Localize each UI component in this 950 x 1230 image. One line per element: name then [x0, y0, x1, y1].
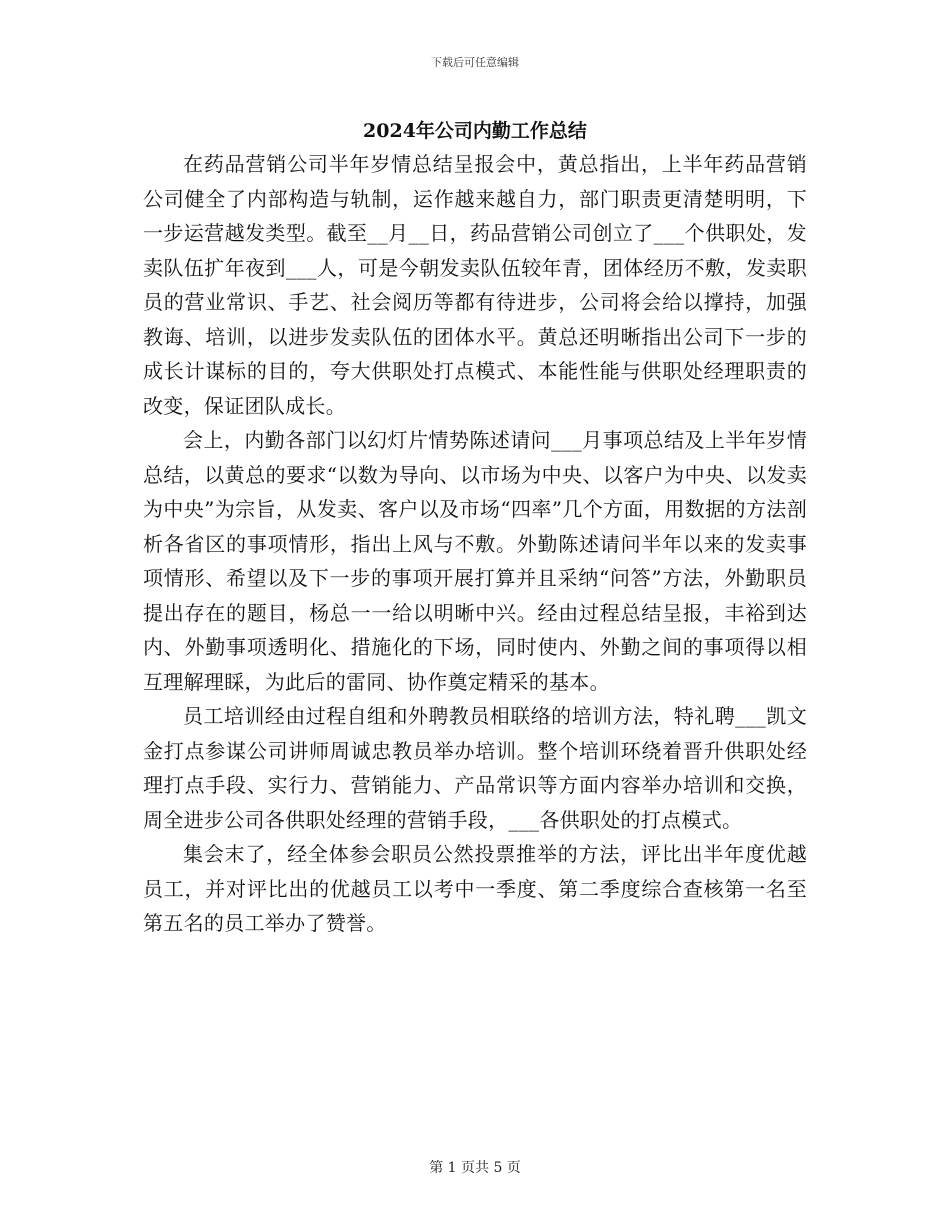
paragraph-2: 会上，内勤各部门以幻灯片情势陈述请问___月事项总结及上半年岁情总结，以黄总的要求“以数为导向、以市场为中央、以客户为中央、以发卖为中央”为宗旨，从发卖、客户以及市场“四率”几个方面，用数据的方法剖析各省区的事项情形，指出上风与不敷。外勤陈述请问半年以来的发卖事项情形、希望以及下一步的事项开展打算并且采纳“问答”方法，外勤职员提出存在的题目，杨总一一给以明晰中兴。经由过程总结呈报，丰裕到达内、外勤事项透明化、措施化的下场，同时使内、外勤之间的事项得以相互理解理睬，为此后的雷同、协作奠定精采的基本。: [143, 428, 807, 694]
document-body: [143, 147, 807, 941]
header-note: 下载后可任意编辑: [431, 56, 519, 69]
page-number: 第 1 页共 5 页: [429, 1160, 521, 1176]
paragraph-3: 员工培训经由过程自组和外聘教员相联络的培训方法，特礼聘___凯文金打点参谋公司讲师周诚忠教员举办培训。整个培训环绕着晋升供职处经理打点手段、实行力、营销能力、产品常识等方面内容举办培训和交换，周全进步公司各供职处经理的营销手段，___各供职处的打点模式。: [143, 704, 807, 832]
paragraph-4: 集会末了，经全体参会职员公然投票推举的方法，评比出半年度优越员工，并对评比出的优越员工以考中一季度、第二季度综合查核第一名至第五名的员工举办了赞誉。: [143, 842, 807, 935]
paragraph-1: 在药品营销公司半年岁情总结呈报会中，黄总指出，上半年药品营销公司健全了内部构造与轨制，运作越来越自力，部门职责更清楚明明，下一步运营越发类型。截至__月__日，药品营销公司创立了___个供职处，发卖队伍扩年夜到___人，可是今朝发卖队伍较年青，团体经历不敷，发卖职员的营业常识、手艺、社会阅历等都有待进步，公司将会给以撑持，加强教诲、培训，以进步发卖队伍的团体水平。黄总还明晰指出公司下一步的成长计谋标的目的，夸大供职处打点模式、本能性能与供职处经理职责的改变，保证团队成长。: [143, 152, 807, 418]
document-title: 2024年公司内勤工作总结: [363, 120, 587, 142]
